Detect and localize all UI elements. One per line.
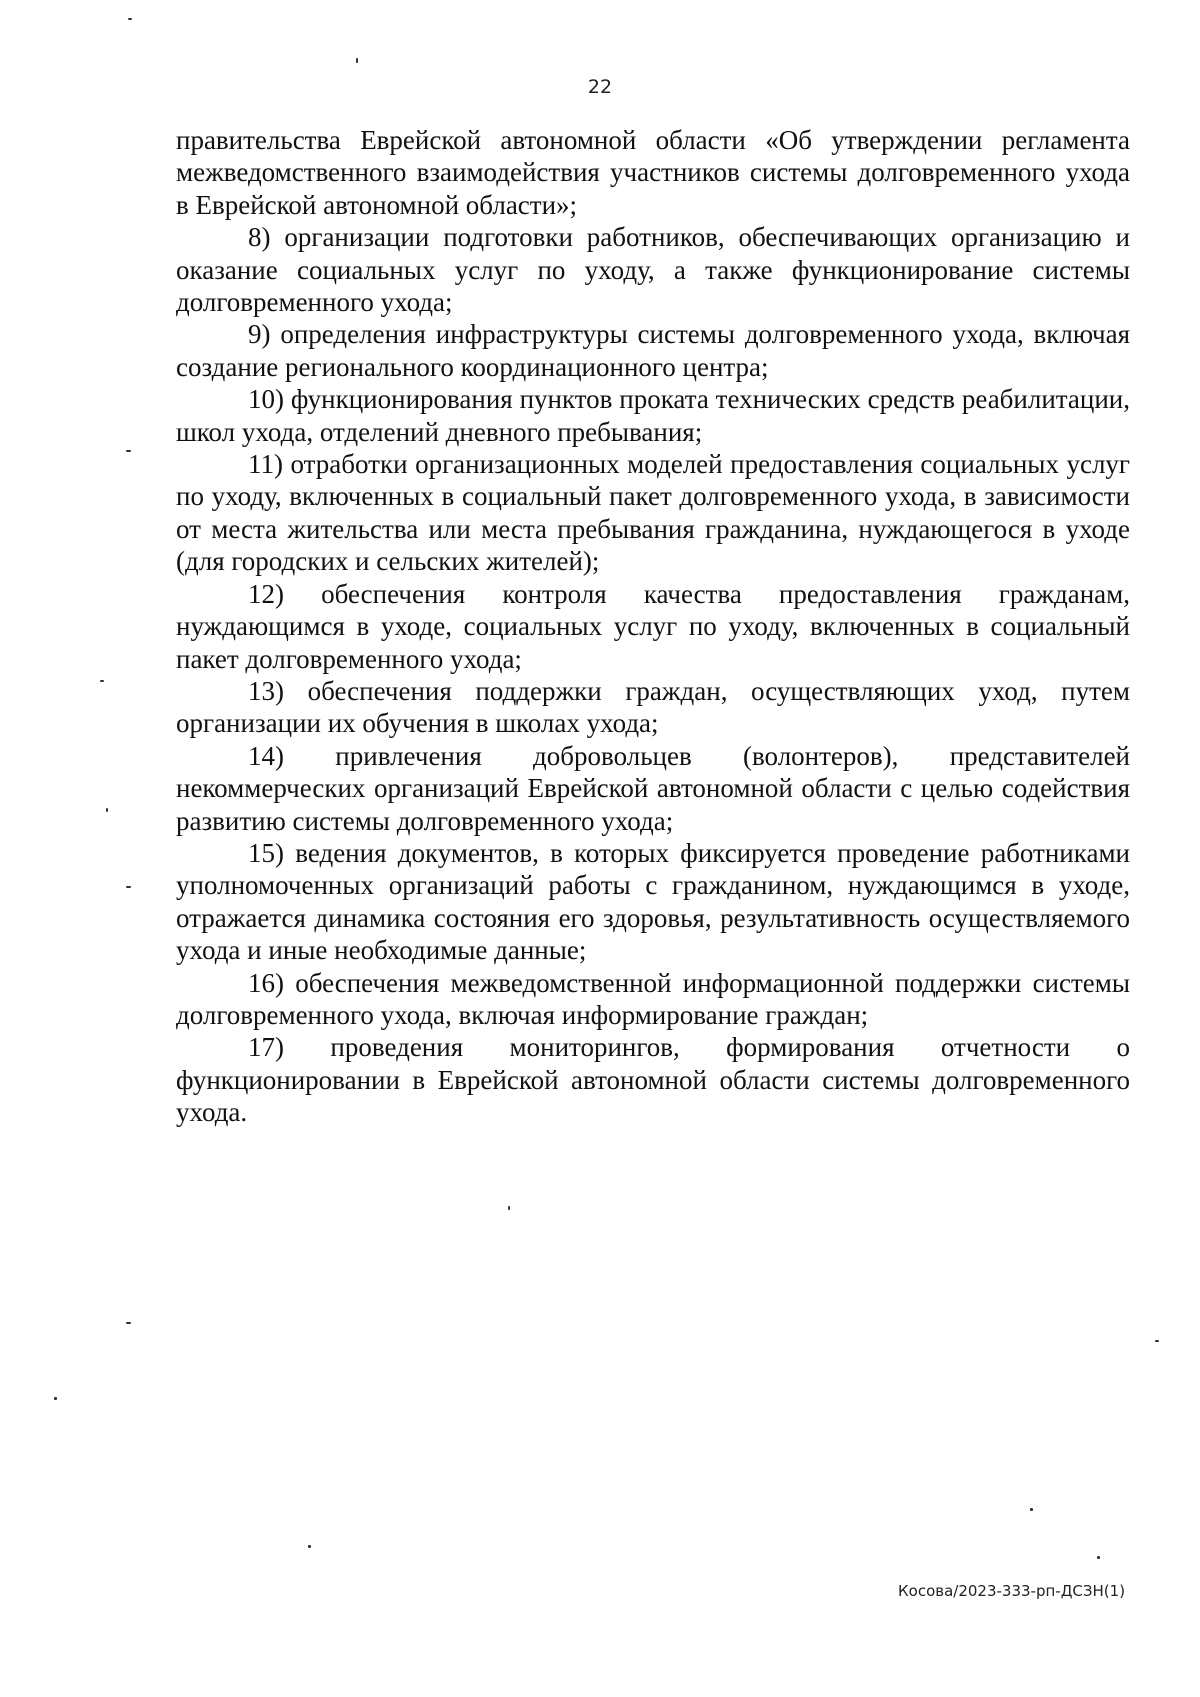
scan-speck (1097, 1556, 1100, 1559)
scan-speck (1155, 1340, 1159, 1342)
scan-speck (126, 1322, 131, 1324)
scan-speck (356, 58, 358, 63)
scan-speck (100, 680, 104, 682)
list-item-10: 10) функционирования пунктов проката технических средств реабилитации, школ ухода, отделений дневного пребывания; (176, 384, 1130, 447)
list-item-13: 13) обеспечения поддержки граждан, осуществляющих уход, путем организации их обучения в школах ухода; (176, 675, 1130, 739)
list-item-11: 11) отработки организационных моделей предоставления социальных услуг по уходу, включенных в социальный пакет долговременного ухода, в зависимости от места жительства или места пребывания гражданина, нуждающегося в уходе (для городских и сельских жителей); (176, 449, 1130, 577)
list-item-12: 12) обеспечения контроля качества предоставления гражданам, нуждающимся в уходе, социальных услуг по уходу, включенных в социальный пакет долговременного ухода; (176, 578, 1130, 674)
scan-speck (126, 886, 131, 888)
list-item-15: 15) ведения документов, в которых фиксируется проведение работниками уполномоченных организаций работы с гражданином, нуждающимся в уходе, отражается динамика состояния его здоровья, результативность осуществляемого ухода и иные необходимые данные; (176, 837, 1130, 966)
scan-speck (54, 1397, 57, 1400)
list-item-8: 8) организации подготовки работников, обеспечивающих организацию и оказание социальных услуг по уходу, а также функционирование системы долговременного ухода; (176, 222, 1130, 318)
page-number: 22 (587, 76, 613, 98)
list-item-14: 14) привлечения добровольцев (волонтеров), представителей некоммерческих организаций Еврейской автономной области с целью содействия развитию системы долговременного ухода; (176, 740, 1130, 836)
list-item-17: 17) проведения мониторингов, формирования отчетности о функционировании в Еврейской автономной области системы долговременного ухода. (176, 1032, 1130, 1128)
scan-speck (308, 1545, 311, 1548)
document-body (176, 124, 1130, 1129)
document-footer-code: Косова/2023-333-рп-ДСЗН(1) (898, 1582, 1126, 1600)
paragraph-continuation: правительства Еврейской автономной области «Об утверждении регламента межведомственного взаимодействия участников системы долговременного ухода в Еврейской автономной области»; (176, 125, 1130, 220)
scan-speck (106, 808, 108, 812)
list-item-16: 16) обеспечения межведомственной информационной поддержки системы долговременного ухода, включая информирование граждан; (176, 967, 1130, 1030)
scan-speck (508, 1206, 510, 1210)
scan-speck (126, 450, 131, 452)
scan-speck (128, 18, 132, 20)
list-item-9: 9) определения инфраструктуры системы долговременного ухода, включая создание регионального координационного центра; (176, 319, 1130, 382)
scan-speck (1030, 1508, 1033, 1511)
